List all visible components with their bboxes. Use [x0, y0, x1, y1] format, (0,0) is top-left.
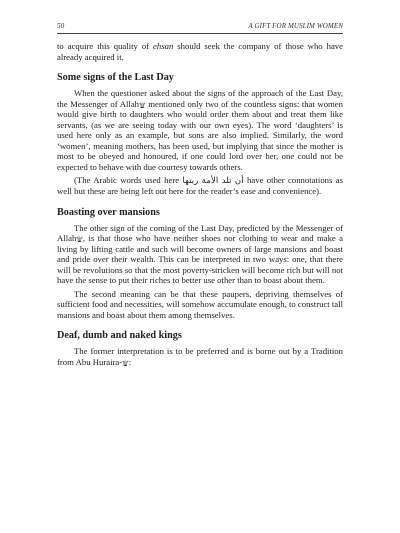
page-number: 50	[57, 22, 65, 30]
paragraph: (The Arabic words used here أن تلد الأمة ربتها have other connotations as well but these are being left out here for the reader’s ease and convenience).	[57, 175, 343, 197]
paragraph: When the questioner asked about the signs of the approach of the Last Day, the Messenger of Allah۩ mentioned only two of the countless signs: that women would give birth to daughters who would order them about and treat them like servants, (as we are seeing today with our own eyes). The word ‘daughters’ is used here only as an example, but sons are also implied. Similarly, the word ‘women’, meaning mothers, has been used, but implying that since the mother is most to be obeyed and honoured, if one could lord over her, one could not be expected to behave with due courtesy towards others.	[57, 88, 343, 172]
running-title: A GIFT FOR MUSLIM WOMEN	[248, 22, 343, 30]
book-page	[57, 22, 343, 368]
running-header	[57, 22, 343, 30]
section-heading-kings: Deaf, dumb and naked kings	[57, 330, 182, 342]
header-rule	[57, 33, 343, 34]
paragraph: The other sign of the coming of the Last Day, predicted by the Messenger of Allah۩, is that those who have neither shoes nor clothing to wear and make a living by lifting cattle and such will become owners of large mansions and boast and pride over their wealth. This can be interpreted in two ways: one, that there will be revolutions so that the most poverty-stricken will become rich but will not have the sense to put their riches to better use other than to boast about them.	[57, 222, 343, 286]
section-heading-last-day: Some signs of the Last Day	[57, 72, 174, 84]
paragraph: The former interpretation is to be preferred and is borne out by a Tradition from Abu Huraira-۩:	[57, 346, 343, 368]
section-heading-mansions: Boasting over mansions	[57, 206, 160, 218]
intro-paragraph: to acquire this quality of ehsan should seek the company of those who have already acquired it.	[57, 41, 344, 62]
ehsan-term: ehsan	[153, 41, 174, 51]
paragraph: The second meaning can be that these paupers, depriving themselves of sufficient food and necessities, will somehow accumulate enough, to construct tall mansions and boast about them among themselves.	[57, 288, 343, 320]
